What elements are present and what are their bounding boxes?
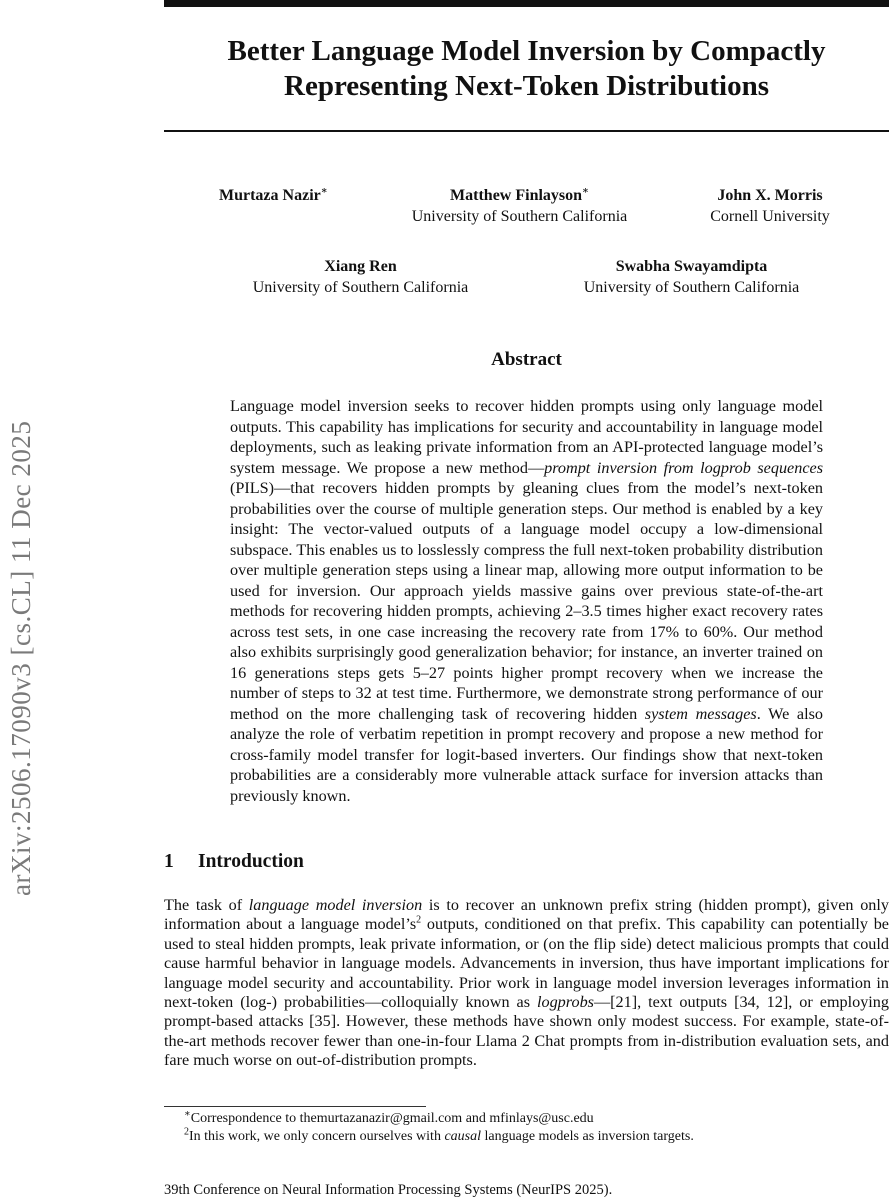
intro-emphasis: language model inversion [248,896,423,914]
section-heading-introduction [164,850,889,874]
abstract-emphasis: system messages [644,704,757,723]
intro-part: outputs, conditioned on that prefix. This capability can potentially be used to steal hidden prompts, leak private information, or (on the flip side) detect malicious prompts that could cause harmful behavior in language models. Advancements in inversion, thus have important implications for language model security and accountability. Prior work in language model inversion leverages information in next-token (log-) probabilities—colloquially known as [164,915,889,1012]
footnote-text: In this work, we only concern ourselves with [189,1129,445,1144]
section-number: 1 [164,851,174,872]
abstract-text [230,396,823,806]
abstract-heading: Abstract [491,349,562,370]
abstract-part: Language model inversion seeks to recover hidden prompts using only language model outputs. This capability has implications for security and accountability in language model deployments, such as leaking private information from an API-protected language model’s system message. We propose a new method— [230,397,823,477]
author-swayamdipta [568,256,815,298]
author-name: Murtaza Nazir [219,187,321,204]
author-affiliation: University of Southern California [583,279,800,296]
author-morris [700,185,840,227]
intro-part: is to recover an unknown prefix string (hidden prompt), given only information about a language model’s [164,896,889,934]
footnote-2 [184,1128,694,1146]
author-name: Swabha Swayamdipta [615,258,768,275]
author-name: Matthew Finlayson [450,187,583,204]
section-title: Introduction [198,851,304,872]
footnote-text: Correspondence to themurtazanazir@gmail.com and mfinlays@usc.edu [190,1111,594,1126]
footnote-emphasis: causal [444,1129,482,1144]
intro-part: —[21], text outputs [34, 12], or employing prompt-based attacks [35]. However, these methods have shown only modest success. For example, state-of-the-art methods recover fewer than one-in-four Llama 2 Chat prompts from in-distribution evaluation sets, and fare much worse on out-of-distribution prompts. [164,993,889,1070]
footnote-1 [184,1110,594,1128]
title-rule [164,130,889,132]
arxiv-identifier: arXiv:2506.17090v3 [cs.CL] 11 Dec 2025 [6,420,36,896]
intro-emphasis: logprobs [537,993,594,1012]
author-finlayson [396,185,643,227]
footnote-rule [164,1106,426,1107]
footnote-mark: ∗ [184,1108,191,1120]
author-affiliation: University of Southern California [411,208,628,225]
author-name: Xiang Ren [324,258,397,275]
abstract-part: . We also analyze the role of verbatim repetition in prompt recovery and propose a new method for cross-family model transfer for logit-based inverters. Our findings show that next-token probabilities are a considerably more vulnerable attack surface for inversion attacks than previously known. [230,704,823,805]
footnote-mark: 2 [184,1126,189,1138]
author-affiliation: Cornell University [710,208,830,225]
author-affiliation: University of Southern California [252,279,469,296]
introduction-paragraph [164,896,889,1071]
abstract-part: (PILS)—that recovers hidden prompts by gleaning clues from the model’s next-token probabilities over the course of multiple generation steps. Our method is enabled by a key insight: The vector-valued outputs of a language model occupy a low-dimensional subspace. This enables us to losslessly compress the full next-token probability distribution over multiple generation steps using a linear map, allowing more output information to be used for inversion. Our approach yields massive gains over previous state-of-the-art methods for recovering hidden prompts, achieving 2–3.5 times higher exact recovery rates across test sets, in one case increasing the recovery rate from 17% to 60%. Our method also exhibits surprisingly good generalization behavior; for instance, an inverter trained on 16 generations steps gets 5–27 points higher prompt recovery when we increase the number of steps to 32 at test time. Furthermore, we demonstrate strong performance of our method on the more challenging task of recovering hidden [230,479,823,723]
conference-notice: 39th Conference on Neural Information Processing Systems (NeurIPS 2025). [164,1182,613,1198]
footnote-text: language models as inversion targets. [481,1129,694,1144]
abstract-emphasis: prompt inversion from logprob sequences [544,458,823,477]
intro-part: The task of [164,896,249,914]
author-mark: ∗ [582,185,589,197]
footnote-ref: 2 [416,915,422,927]
top-rule [164,0,889,7]
author-ren [237,256,484,298]
author-name: John X. Morris [717,187,823,204]
author-mark: ∗ [320,185,328,197]
author-nazir [219,185,328,206]
paper-title: Better Language Model Inversion by Compactly Representing Next-Token Distributions [227,35,826,102]
